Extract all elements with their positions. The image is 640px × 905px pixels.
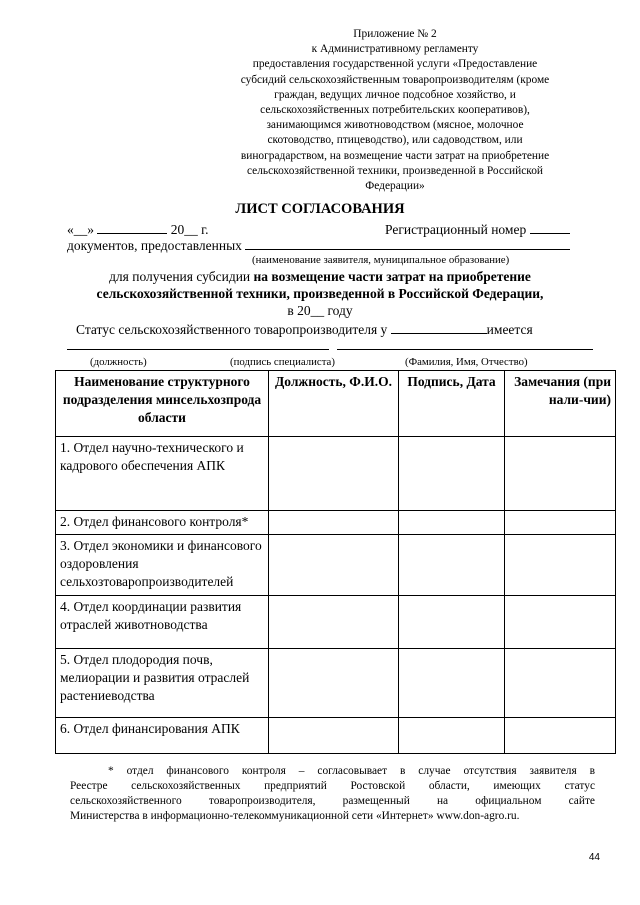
position-cell[interactable] xyxy=(269,511,399,535)
signature-cell[interactable] xyxy=(399,718,505,754)
appendix-line: сельскохозяйственных потребительских кооперативов), xyxy=(260,104,530,117)
docs-line xyxy=(67,237,570,254)
appendix-line: сельскохозяйственной техники, произведенной в Российской xyxy=(246,164,543,177)
signature-cell[interactable] xyxy=(399,649,505,718)
department-cell: 2. Отдел финансового контроля* xyxy=(56,511,269,535)
table-header-row xyxy=(56,371,616,437)
appendix-line: Федерации» xyxy=(365,180,425,193)
appendix-line: скотоводство, птицеводство), или садоводством, или xyxy=(267,134,523,147)
remarks-cell[interactable] xyxy=(505,437,616,511)
status-suffix: имеется xyxy=(486,322,533,337)
position-cell[interactable] xyxy=(269,535,399,596)
remarks-cell[interactable] xyxy=(505,649,616,718)
header-position-name: Должность, Ф.И.О. xyxy=(269,371,399,437)
date-line xyxy=(67,221,209,238)
reg-number-label: Регистрационный номер xyxy=(385,222,530,237)
remarks-cell[interactable] xyxy=(505,535,616,596)
footnote xyxy=(70,764,595,824)
year-line: в 20__ году xyxy=(287,303,353,318)
department-cell: 1. Отдел научно-технического и кадрового обеспечения АПК xyxy=(56,437,269,511)
table-row xyxy=(56,596,616,649)
position-cell[interactable] xyxy=(269,596,399,649)
appendix-line: виноградарством, на возмещение части затрат на приобретение xyxy=(240,149,550,162)
remarks-cell[interactable] xyxy=(505,718,616,754)
appendix-line: Приложение № 2 xyxy=(353,28,437,40)
remarks-cell[interactable] xyxy=(505,596,616,649)
signature-cell[interactable] xyxy=(399,535,505,596)
signature-cell[interactable] xyxy=(399,511,505,535)
date-open: «__» xyxy=(67,222,98,237)
appendix-line: к Административному регламенту xyxy=(311,43,479,56)
page-number: 44 xyxy=(588,852,600,863)
signature-cell[interactable] xyxy=(399,596,505,649)
caption-position: (должность) xyxy=(90,356,147,368)
signature-rule-2 xyxy=(337,349,593,350)
department-cell: 3. Отдел экономики и финансового оздоровления сельхозтоваропроизводителей xyxy=(56,535,269,596)
status-label: Статус сельскохозяйственного товаропроизводителя у xyxy=(76,322,391,337)
table-row xyxy=(56,718,616,754)
caption-name: (Фамилия, Имя, Отчество) xyxy=(405,356,528,368)
document-title: ЛИСТ СОГЛАСОВАНИЯ xyxy=(235,201,405,217)
table-row xyxy=(56,437,616,511)
applicant-caption: (наименование заявителя, муниципальное образование) xyxy=(252,254,510,266)
table-row xyxy=(56,649,616,718)
footnote-line: * отдел финансового контроля – согласовывает в случае отсутствия заявителя в xyxy=(108,765,595,777)
footnote-line: Реестре сельскохозяйственных предприятий Ростовской области, имеющих статус xyxy=(70,780,595,792)
table-row xyxy=(56,511,616,535)
position-cell[interactable] xyxy=(269,437,399,511)
appendix-line: занимающимся животноводством (мясное, молочное xyxy=(266,119,524,132)
approval-table xyxy=(55,370,616,754)
purpose-prefix: для получения субсидии xyxy=(109,269,254,284)
position-cell[interactable] xyxy=(269,649,399,718)
header-remarks: Замечания (при нали-чии) xyxy=(505,371,616,437)
docs-blank xyxy=(245,237,570,250)
caption-signature: (подпись специалиста) xyxy=(230,356,335,368)
department-cell: 4. Отдел координации развития отраслей животноводства xyxy=(56,596,269,649)
remarks-cell[interactable] xyxy=(505,511,616,535)
appendix-line: предоставления государственной услуги «Предоставление xyxy=(252,58,538,71)
status-blank xyxy=(391,321,487,334)
position-cell[interactable] xyxy=(269,718,399,754)
purpose-line-1 xyxy=(0,269,640,285)
purpose-line-2: сельскохозяйственной техники, произведенной в Российской Федерации, xyxy=(96,286,544,301)
header-department: Наименование структурного подразделения минсельхозпрода области xyxy=(56,371,269,437)
signature-cell[interactable] xyxy=(399,437,505,511)
status-line xyxy=(76,321,533,338)
department-cell: 5. Отдел плодородия почв, мелиорации и развития отраслей растениеводства xyxy=(56,649,269,718)
docs-label: документов, предоставленных xyxy=(67,238,246,253)
date-month-blank xyxy=(97,221,167,234)
signature-rule-1 xyxy=(67,349,329,350)
reg-number-line xyxy=(385,221,570,238)
date-year: 20__ г. xyxy=(167,222,209,237)
header-signature-date: Подпись, Дата xyxy=(399,371,505,437)
footnote-line: Министерства в информационно-телекоммуникационной сети «Интернет» www.don-agro.ru. xyxy=(70,810,520,822)
appendix-header xyxy=(230,27,560,194)
purpose-bold-1: на возмещение части затрат на приобретение xyxy=(253,269,531,284)
department-cell: 6. Отдел финансирования АПК xyxy=(56,718,269,754)
appendix-line: субсидий сельскохозяйственным товаропроизводителям (кроме xyxy=(240,73,550,86)
footnote-line: сельскохозяйственного товаропроизводителя, размещенный на официальном сайте xyxy=(70,795,595,807)
appendix-line: граждан, ведущих личное подсобное хозяйство, и xyxy=(274,88,516,101)
reg-number-blank xyxy=(530,221,570,234)
table-row xyxy=(56,535,616,596)
